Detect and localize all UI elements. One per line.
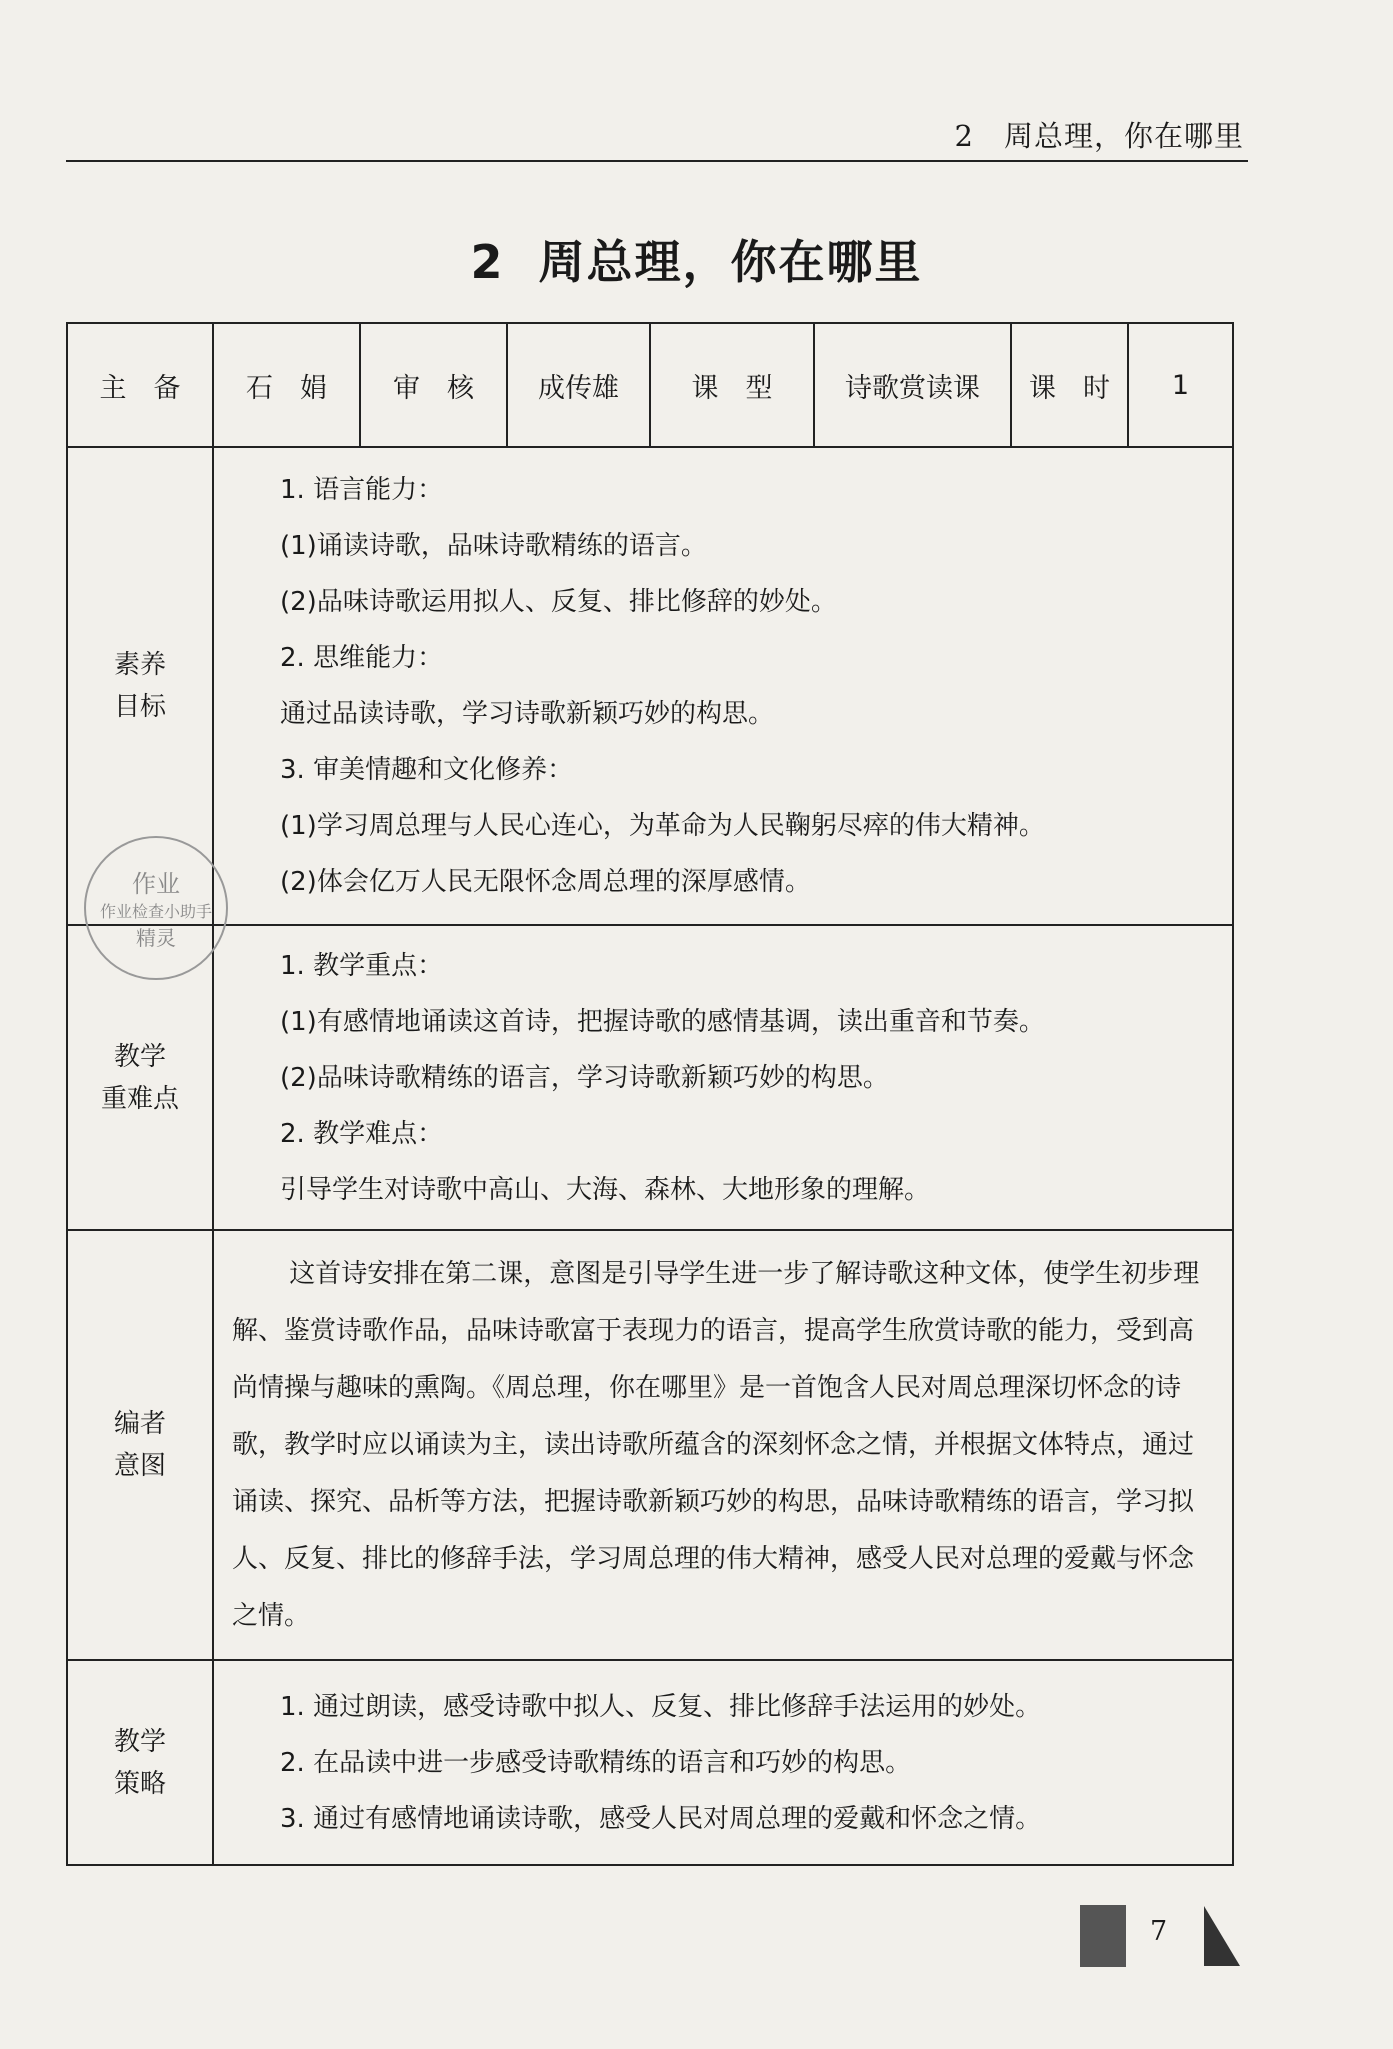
table-header-row (67, 323, 1233, 447)
goals-row (67, 447, 1233, 925)
lesson-plan-table (66, 322, 1234, 1866)
key-points-row (67, 925, 1233, 1230)
lesson-title: 周总理，你在哪里 (538, 235, 923, 289)
strategy-row (67, 1660, 1233, 1865)
header-rule (66, 160, 1248, 162)
review-label: 审 核 (360, 323, 507, 447)
goals-label: 素养 目标 (67, 447, 213, 925)
type-value: 诗歌赏读课 (814, 323, 1011, 447)
hours-value: 1 (1128, 323, 1233, 447)
lead-label: 主 备 (67, 323, 213, 447)
key-points-content: 1. 教学重点： (1)有感情地诵读这首诗，把握诗歌的感情基调，读出重音和节奏。 (2)品味诗歌精练的语言，学习诗歌新颖巧妙的构思。 2. 教学难点： 引导学生对诗歌中高山、大海、森林、大地形象的理解。 (213, 925, 1233, 1230)
key-points-label: 教学 重难点 (67, 925, 213, 1230)
page-title (0, 226, 1393, 292)
hours-label: 课 时 (1011, 323, 1128, 447)
running-header (66, 96, 1248, 162)
strategy-label: 教学 策略 (67, 1660, 213, 1865)
goals-content: 1. 语言能力： (1)诵读诗歌，品味诗歌精练的语言。 (2)品味诗歌运用拟人、反复、排比修辞的妙处。 2. 思维能力： 通过品读诗歌，学习诗歌新颖巧妙的构思。 3. 审美情趣和文化修养： (1)学习周总理与人民心连心，为革命为人民鞠躬尽瘁的伟大精神。 (2)体会亿万人民无限怀念周总理的深厚感情。 (213, 447, 1233, 925)
intent-content: 这首诗安排在第二课，意图是引导学生进一步了解诗歌这种文体，使学生初步理解、鉴赏诗歌作品，品味诗歌富于表现力的语言，提高学生欣赏诗歌的能力，受到高尚情操与趣味的熏陶。《周总理，你在哪里》是一首饱含人民对周总理深切怀念的诗歌，教学时应以诵读为主，读出诗歌所蕴含的深刻怀念之情，并根据文体特点，通过诵读、探究、品析等方法，把握诗歌新颖巧妙的构思，品味诗歌精练的语言，学习拟人、反复、排比的修辞手法，学习周总理的伟大精神，感受人民对总理的爱戴与怀念之情。 (213, 1230, 1233, 1660)
type-label: 课 型 (650, 323, 814, 447)
review-value: 成传雄 (507, 323, 650, 447)
page-corner-triangle (1204, 1906, 1240, 1966)
lead-value: 石 娟 (213, 323, 360, 447)
homework-helper-stamp: 作业 作业检查小助手 精灵 (84, 836, 228, 980)
intent-row (67, 1230, 1233, 1660)
page-number: 7 (1150, 1916, 1168, 1947)
strategy-content: 1. 通过朗读，感受诗歌中拟人、反复、排比修辞手法运用的妙处。 2. 在品读中进一步感受诗歌精练的语言和巧妙的构思。 3. 通过有感情地诵读诗歌，感受人民对周总理的爱戴和怀念之情。 (213, 1660, 1233, 1865)
running-title: 2 周总理，你在哪里 (954, 119, 1244, 153)
page-tab-block (1080, 1905, 1126, 1967)
intent-label: 编者 意图 (67, 1230, 213, 1660)
lesson-number: 2 (470, 235, 505, 289)
